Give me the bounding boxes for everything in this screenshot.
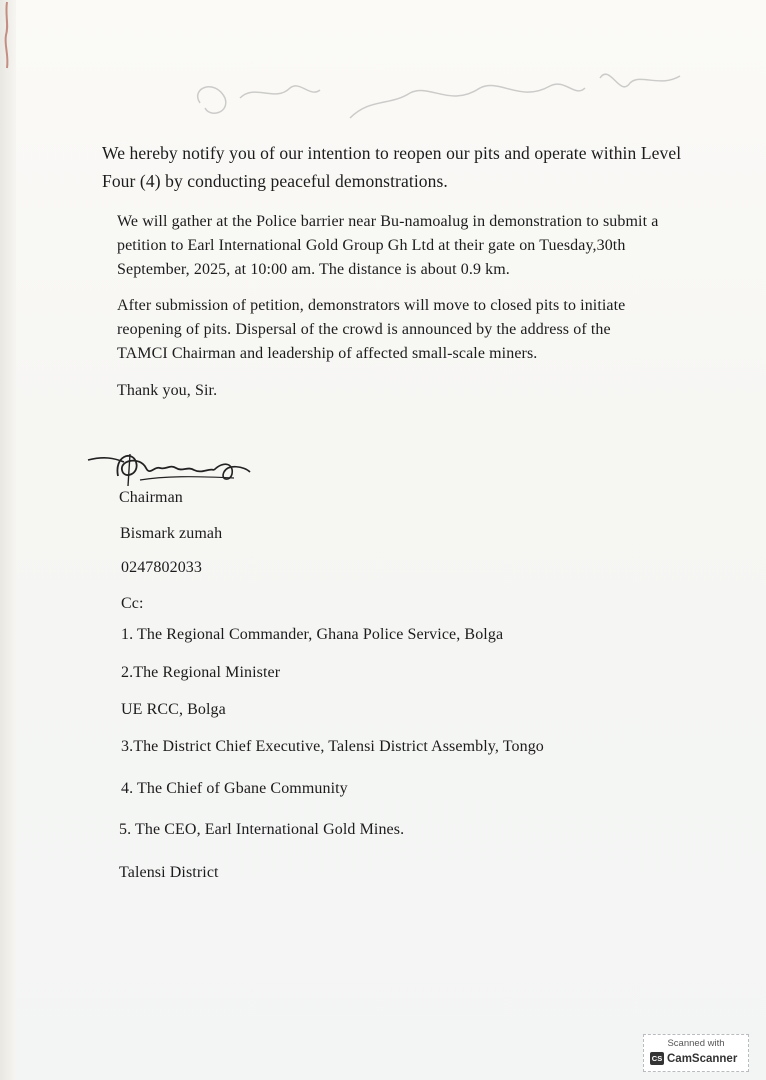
cc-item-6: Talensi District bbox=[119, 864, 219, 881]
cc-item-1: 1. The Regional Commander, Ghana Police Service, Bolga bbox=[121, 626, 504, 643]
faint-handwritten-annotation bbox=[180, 58, 720, 138]
para1-line1: We hereby notify you of our intention to reopen our pits and operate within Level bbox=[102, 143, 682, 163]
camscanner-logo-icon: CS bbox=[651, 1054, 663, 1063]
signatory-phone: 0247802033 bbox=[121, 559, 202, 576]
cc-item-2: 2.The Regional Minister bbox=[121, 664, 281, 681]
para1-line2: Four (4) by conducting peaceful demonstrations. bbox=[102, 171, 448, 191]
edge-handwriting-mark bbox=[2, 0, 12, 70]
para2-line2: petition to Earl International Gold Group Gh Ltd at their gate on Tuesday,30th bbox=[117, 237, 626, 254]
cc-item-4: 4. The Chief of Gbane Community bbox=[121, 780, 348, 797]
page-edge-shadow bbox=[0, 0, 16, 1080]
camscanner-brand-row bbox=[650, 1052, 737, 1065]
camscanner-top-text: Scanned with bbox=[667, 1038, 725, 1049]
closing-text: Thank you, Sir. bbox=[117, 382, 218, 399]
signatory-name: Bismark zumah bbox=[120, 525, 223, 542]
camscanner-badge bbox=[643, 1034, 749, 1072]
para3-line1: After submission of petition, demonstrators will move to closed pits to initiate bbox=[117, 297, 626, 314]
camscanner-brand: CamScanner bbox=[667, 1052, 738, 1065]
para3-line2: reopening of pits. Dispersal of the crowd is announced by the address of the bbox=[117, 321, 611, 338]
cc-item-2-sub: UE RCC, Bolga bbox=[121, 701, 226, 718]
cc-item-5: 5. The CEO, Earl International Gold Mines. bbox=[119, 821, 405, 838]
cc-label: Cc: bbox=[121, 595, 144, 612]
para3-line3: TAMCI Chairman and leadership of affected small-scale miners. bbox=[117, 345, 538, 362]
signatory-title: Chairman bbox=[119, 489, 183, 506]
para2-line3: September, 2025, at 10:00 am. The distance is about 0.9 km. bbox=[117, 261, 510, 278]
cc-item-3: 3.The District Chief Executive, Talensi District Assembly, Tongo bbox=[121, 738, 544, 755]
para2-line1: We will gather at the Police barrier near Bu-namoalug in demonstration to submit a bbox=[117, 213, 659, 230]
